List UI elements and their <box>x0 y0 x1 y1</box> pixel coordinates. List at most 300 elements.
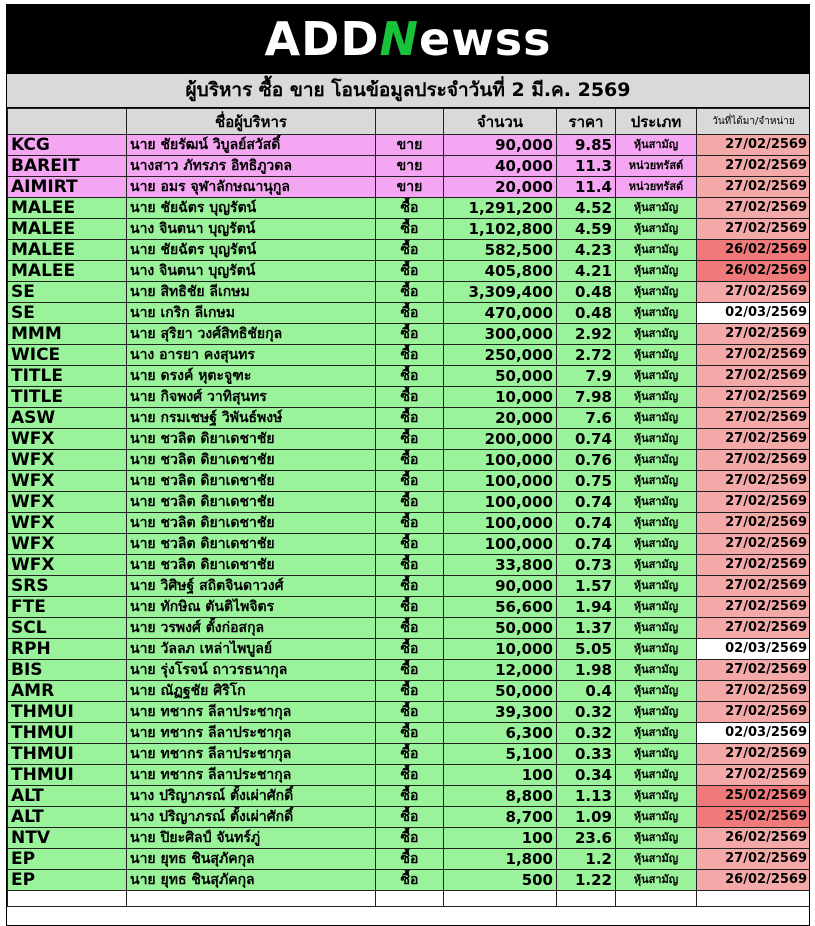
addnewss-logo <box>264 12 552 66</box>
cell-price: 4.23 <box>557 240 616 261</box>
cell-symbol: MALEE <box>8 219 127 240</box>
cell-date: 27/02/2569 <box>697 198 811 219</box>
cell-price: 0.4 <box>557 681 616 702</box>
cell-volume: 10,000 <box>444 387 557 408</box>
cell-price: 2.72 <box>557 345 616 366</box>
cell-name: นาย ชวลิต ดิยาเดชาชัย <box>127 429 376 450</box>
cell-type: หุ้นสามัญ <box>616 555 697 576</box>
cell-action: ซื้อ <box>376 282 444 303</box>
cell-type: หุ้นสามัญ <box>616 639 697 660</box>
cell-type: หุ้นสามัญ <box>616 492 697 513</box>
empty-cell <box>444 891 557 907</box>
cell-symbol: THMUI <box>8 744 127 765</box>
cell-price: 7.9 <box>557 366 616 387</box>
cell-date: 27/02/2569 <box>697 387 811 408</box>
cell-date: 27/02/2569 <box>697 765 811 786</box>
cell-volume: 100 <box>444 765 557 786</box>
cell-date: 27/02/2569 <box>697 408 811 429</box>
cell-date: 27/02/2569 <box>697 135 811 156</box>
cell-volume: 100,000 <box>444 513 557 534</box>
cell-type: หุ้นสามัญ <box>616 303 697 324</box>
cell-symbol: BIS <box>8 660 127 681</box>
cell-date: 02/03/2569 <box>697 639 811 660</box>
table-row <box>8 324 811 345</box>
cell-price: 7.98 <box>557 387 616 408</box>
cell-date: 27/02/2569 <box>697 555 811 576</box>
cell-name: นาย วัลลภ เหล่าไพบูลย์ <box>127 639 376 660</box>
cell-name: นาย ณัฏฐชัย ศิริโก <box>127 681 376 702</box>
cell-date: 27/02/2569 <box>697 618 811 639</box>
cell-action: ซื้อ <box>376 660 444 681</box>
cell-price: 11.4 <box>557 177 616 198</box>
header-price: ราคา <box>557 109 616 135</box>
cell-type: หุ้นสามัญ <box>616 429 697 450</box>
table-row <box>8 387 811 408</box>
cell-symbol: TITLE <box>8 366 127 387</box>
cell-date: 27/02/2569 <box>697 597 811 618</box>
cell-type: หุ้นสามัญ <box>616 702 697 723</box>
cell-type: หุ้นสามัญ <box>616 387 697 408</box>
empty-row <box>8 891 811 907</box>
cell-volume: 1,800 <box>444 849 557 870</box>
cell-price: 0.34 <box>557 765 616 786</box>
table-row <box>8 576 811 597</box>
header-type: ประเภท <box>616 109 697 135</box>
table-row <box>8 639 811 660</box>
cell-type: หุ้นสามัญ <box>616 513 697 534</box>
table-row <box>8 702 811 723</box>
cell-type: หุ้นสามัญ <box>616 198 697 219</box>
cell-volume: 100,000 <box>444 471 557 492</box>
cell-name: นาย วิศิษฐ์ สถิตจินดาวงศ์ <box>127 576 376 597</box>
page-title: ผู้บริหาร ซื้อ ขาย โอนข้อมูลประจำวันที่ 2 มี.ค. 2569 <box>7 73 809 108</box>
cell-volume: 6,300 <box>444 723 557 744</box>
cell-action: ซื้อ <box>376 702 444 723</box>
cell-symbol: MALEE <box>8 240 127 261</box>
logo-banner <box>7 5 809 73</box>
table-row <box>8 408 811 429</box>
cell-action: ซื้อ <box>376 849 444 870</box>
cell-volume: 100 <box>444 828 557 849</box>
cell-name: นาย ชวลิต ดิยาเดชาชัย <box>127 555 376 576</box>
cell-name: นาย ทชากร ลีลาประชากุล <box>127 702 376 723</box>
cell-type: หุ้นสามัญ <box>616 576 697 597</box>
cell-price: 0.74 <box>557 429 616 450</box>
cell-action: ซื้อ <box>376 681 444 702</box>
cell-volume: 90,000 <box>444 135 557 156</box>
cell-symbol: RPH <box>8 639 127 660</box>
cell-type: หุ้นสามัญ <box>616 870 697 891</box>
cell-type: หุ้นสามัญ <box>616 324 697 345</box>
table-header-row <box>8 109 811 135</box>
table-row <box>8 786 811 807</box>
table-row <box>8 849 811 870</box>
cell-volume: 5,100 <box>444 744 557 765</box>
cell-price: 1.2 <box>557 849 616 870</box>
cell-name: นาย ยุทธ ชินสุภัคกุล <box>127 849 376 870</box>
cell-action: ซื้อ <box>376 387 444 408</box>
table-row <box>8 492 811 513</box>
cell-price: 7.6 <box>557 408 616 429</box>
cell-action: ซื้อ <box>376 639 444 660</box>
cell-symbol: ASW <box>8 408 127 429</box>
cell-date: 27/02/2569 <box>697 366 811 387</box>
cell-date: 27/02/2569 <box>697 282 811 303</box>
cell-name: นาย ชวลิต ดิยาเดชาชัย <box>127 513 376 534</box>
empty-cell <box>697 891 811 907</box>
cell-price: 0.73 <box>557 555 616 576</box>
cell-symbol: FTE <box>8 597 127 618</box>
cell-action: ขาย <box>376 177 444 198</box>
cell-name: นาย ชัยรัฒน์ วิบูลย์สวัสดิ์ <box>127 135 376 156</box>
cell-volume: 300,000 <box>444 324 557 345</box>
table-row <box>8 177 811 198</box>
cell-name: นาง ปริญาภรณ์ ตั้งเผ่าศักดิ์ <box>127 807 376 828</box>
cell-type: หุ้นสามัญ <box>616 282 697 303</box>
cell-symbol: WFX <box>8 513 127 534</box>
trades-table <box>7 108 810 907</box>
cell-name: นาง อารยา คงสุนทร <box>127 345 376 366</box>
cell-price: 1.13 <box>557 786 616 807</box>
cell-name: นาง จินตนา บุญรัตน์ <box>127 219 376 240</box>
cell-date: 26/02/2569 <box>697 261 811 282</box>
cell-symbol: WFX <box>8 555 127 576</box>
cell-volume: 40,000 <box>444 156 557 177</box>
cell-date: 27/02/2569 <box>697 513 811 534</box>
table-row <box>8 828 811 849</box>
cell-symbol: AIMIRT <box>8 177 127 198</box>
cell-volume: 90,000 <box>444 576 557 597</box>
cell-volume: 582,500 <box>444 240 557 261</box>
cell-type: หุ้นสามัญ <box>616 786 697 807</box>
cell-volume: 12,000 <box>444 660 557 681</box>
cell-type: หุ้นสามัญ <box>616 744 697 765</box>
cell-symbol: SE <box>8 303 127 324</box>
cell-action: ซื้อ <box>376 723 444 744</box>
cell-name: นาย กรมเชษฐ์ วิพันธ์พงษ์ <box>127 408 376 429</box>
cell-symbol: WFX <box>8 471 127 492</box>
table-row <box>8 135 811 156</box>
cell-date: 27/02/2569 <box>697 534 811 555</box>
cell-symbol: WICE <box>8 345 127 366</box>
cell-price: 11.3 <box>557 156 616 177</box>
table-row <box>8 513 811 534</box>
cell-price: 0.74 <box>557 513 616 534</box>
table-row <box>8 597 811 618</box>
cell-name: นาย ชวลิต ดิยาเดชาชัย <box>127 534 376 555</box>
cell-name: นาง ปริญาภรณ์ ตั้งเผ่าศักดิ์ <box>127 786 376 807</box>
logo-part-1: ADD <box>264 12 380 66</box>
cell-symbol: SRS <box>8 576 127 597</box>
cell-action: ขาย <box>376 135 444 156</box>
cell-action: ซื้อ <box>376 303 444 324</box>
cell-action: ซื้อ <box>376 786 444 807</box>
cell-name: นาย ทชากร ลีลาประชากุล <box>127 765 376 786</box>
cell-price: 0.74 <box>557 492 616 513</box>
cell-price: 0.33 <box>557 744 616 765</box>
logo-part-3: ewss <box>419 12 552 66</box>
cell-symbol: ALT <box>8 807 127 828</box>
header-volume: จำนวน <box>444 109 557 135</box>
cell-name: นาย รุ่งโรจน์ ถาวรธนากุล <box>127 660 376 681</box>
cell-date: 02/03/2569 <box>697 723 811 744</box>
cell-volume: 56,600 <box>444 597 557 618</box>
empty-cell <box>557 891 616 907</box>
cell-date: 27/02/2569 <box>697 576 811 597</box>
cell-symbol: MALEE <box>8 261 127 282</box>
cell-name: นาย ชวลิต ดิยาเดชาชัย <box>127 492 376 513</box>
empty-cell <box>8 891 127 907</box>
cell-name: นาย ปิยะศิลป์ จันทร์ภู่ <box>127 828 376 849</box>
cell-date: 27/02/2569 <box>697 177 811 198</box>
cell-type: หุ้นสามัญ <box>616 366 697 387</box>
cell-price: 4.52 <box>557 198 616 219</box>
cell-price: 0.74 <box>557 534 616 555</box>
cell-volume: 50,000 <box>444 366 557 387</box>
header-name: ชื่อผู้บริหาร <box>127 109 376 135</box>
header-date: วันที่ได้มา/จำหน่าย <box>697 109 811 135</box>
cell-date: 27/02/2569 <box>697 324 811 345</box>
cell-date: 26/02/2569 <box>697 870 811 891</box>
cell-date: 25/02/2569 <box>697 786 811 807</box>
table-row <box>8 366 811 387</box>
cell-type: หุ้นสามัญ <box>616 828 697 849</box>
cell-volume: 20,000 <box>444 408 557 429</box>
cell-volume: 470,000 <box>444 303 557 324</box>
cell-action: ซื้อ <box>376 597 444 618</box>
cell-volume: 8,700 <box>444 807 557 828</box>
cell-type: หุ้นสามัญ <box>616 240 697 261</box>
cell-action: ซื้อ <box>376 765 444 786</box>
cell-type: หุ้นสามัญ <box>616 660 697 681</box>
header-symbol <box>8 109 127 135</box>
cell-date: 27/02/2569 <box>697 471 811 492</box>
cell-action: ซื้อ <box>376 366 444 387</box>
cell-price: 1.57 <box>557 576 616 597</box>
cell-symbol: SCL <box>8 618 127 639</box>
table-row <box>8 429 811 450</box>
table-row <box>8 555 811 576</box>
cell-date: 02/03/2569 <box>697 303 811 324</box>
cell-date: 27/02/2569 <box>697 156 811 177</box>
cell-action: ซื้อ <box>376 534 444 555</box>
cell-type: หุ้นสามัญ <box>616 261 697 282</box>
cell-action: ซื้อ <box>376 492 444 513</box>
table-row <box>8 219 811 240</box>
table-row <box>8 681 811 702</box>
cell-price: 9.85 <box>557 135 616 156</box>
table-row <box>8 450 811 471</box>
empty-cell <box>376 891 444 907</box>
cell-type: หุ้นสามัญ <box>616 597 697 618</box>
table-row <box>8 723 811 744</box>
cell-price: 23.6 <box>557 828 616 849</box>
cell-type: หุ้นสามัญ <box>616 408 697 429</box>
cell-symbol: SE <box>8 282 127 303</box>
cell-price: 0.32 <box>557 723 616 744</box>
cell-type: หุ้นสามัญ <box>616 534 697 555</box>
cell-symbol: EP <box>8 870 127 891</box>
table-row <box>8 261 811 282</box>
cell-price: 4.21 <box>557 261 616 282</box>
cell-volume: 10,000 <box>444 639 557 660</box>
cell-volume: 3,309,400 <box>444 282 557 303</box>
cell-volume: 33,800 <box>444 555 557 576</box>
cell-action: ซื้อ <box>376 408 444 429</box>
cell-price: 0.48 <box>557 282 616 303</box>
table-row <box>8 282 811 303</box>
cell-action: ซื้อ <box>376 219 444 240</box>
cell-action: ขาย <box>376 156 444 177</box>
cell-symbol: WFX <box>8 450 127 471</box>
cell-date: 27/02/2569 <box>697 492 811 513</box>
cell-type: หุ้นสามัญ <box>616 219 697 240</box>
cell-name: นาย อมร จุฬาลักษณานุกูล <box>127 177 376 198</box>
table-row <box>8 534 811 555</box>
cell-price: 4.59 <box>557 219 616 240</box>
cell-action: ซื้อ <box>376 513 444 534</box>
cell-symbol: WFX <box>8 429 127 450</box>
cell-action: ซื้อ <box>376 807 444 828</box>
cell-symbol: MALEE <box>8 198 127 219</box>
cell-name: นาย ดรงค์ หุตะจูฑะ <box>127 366 376 387</box>
cell-date: 27/02/2569 <box>697 345 811 366</box>
cell-date: 27/02/2569 <box>697 219 811 240</box>
cell-name: นางสาว ภัทรภร อิทธิภูวดล <box>127 156 376 177</box>
cell-name: นาย ทชากร ลีลาประชากุล <box>127 723 376 744</box>
cell-volume: 50,000 <box>444 681 557 702</box>
cell-type: หุ้นสามัญ <box>616 723 697 744</box>
cell-action: ซื้อ <box>376 450 444 471</box>
cell-action: ซื้อ <box>376 240 444 261</box>
cell-volume: 100,000 <box>444 492 557 513</box>
cell-name: นาง จินตนา บุญรัตน์ <box>127 261 376 282</box>
cell-price: 1.09 <box>557 807 616 828</box>
cell-price: 1.94 <box>557 597 616 618</box>
cell-symbol: NTV <box>8 828 127 849</box>
cell-date: 27/02/2569 <box>697 744 811 765</box>
cell-volume: 1,291,200 <box>444 198 557 219</box>
cell-type: หุ้นสามัญ <box>616 618 697 639</box>
cell-symbol: KCG <box>8 135 127 156</box>
cell-volume: 405,800 <box>444 261 557 282</box>
cell-name: นาย สิทธิชัย ลีเกษม <box>127 282 376 303</box>
table-row <box>8 240 811 261</box>
cell-symbol: BAREIT <box>8 156 127 177</box>
cell-action: ซื้อ <box>376 555 444 576</box>
table-body <box>8 135 811 907</box>
cell-action: ซื้อ <box>376 198 444 219</box>
cell-date: 25/02/2569 <box>697 807 811 828</box>
cell-name: นาย สุริยา วงศ์สิทธิชัยกุล <box>127 324 376 345</box>
table-row <box>8 765 811 786</box>
cell-symbol: WFX <box>8 534 127 555</box>
cell-symbol: WFX <box>8 492 127 513</box>
cell-type: หน่วยทรัสต์ <box>616 177 697 198</box>
cell-type: หุ้นสามัญ <box>616 807 697 828</box>
cell-date: 27/02/2569 <box>697 681 811 702</box>
table-row <box>8 660 811 681</box>
cell-price: 2.92 <box>557 324 616 345</box>
cell-type: หุ้นสามัญ <box>616 471 697 492</box>
cell-price: 1.37 <box>557 618 616 639</box>
cell-name: นาย กิจพงศ์ วาทิสุนทร <box>127 387 376 408</box>
cell-volume: 100,000 <box>444 534 557 555</box>
cell-action: ซื้อ <box>376 345 444 366</box>
cell-price: 1.98 <box>557 660 616 681</box>
cell-volume: 100,000 <box>444 450 557 471</box>
empty-cell <box>616 891 697 907</box>
table-row <box>8 807 811 828</box>
cell-date: 27/02/2569 <box>697 429 811 450</box>
cell-price: 0.32 <box>557 702 616 723</box>
table-row <box>8 744 811 765</box>
cell-symbol: THMUI <box>8 702 127 723</box>
cell-type: หุ้นสามัญ <box>616 135 697 156</box>
cell-date: 26/02/2569 <box>697 828 811 849</box>
cell-symbol: THMUI <box>8 723 127 744</box>
cell-volume: 50,000 <box>444 618 557 639</box>
cell-action: ซื้อ <box>376 471 444 492</box>
cell-name: นาย ชวลิต ดิยาเดชาชัย <box>127 471 376 492</box>
cell-date: 27/02/2569 <box>697 450 811 471</box>
cell-symbol: MMM <box>8 324 127 345</box>
cell-volume: 8,800 <box>444 786 557 807</box>
cell-volume: 500 <box>444 870 557 891</box>
cell-volume: 39,300 <box>444 702 557 723</box>
cell-volume: 200,000 <box>444 429 557 450</box>
insider-trading-sheet <box>6 4 810 926</box>
header-action <box>376 109 444 135</box>
cell-date: 27/02/2569 <box>697 660 811 681</box>
table-row <box>8 471 811 492</box>
cell-action: ซื้อ <box>376 576 444 597</box>
cell-volume: 1,102,800 <box>444 219 557 240</box>
cell-name: นาย ทชากร ลีลาประชากุล <box>127 744 376 765</box>
cell-symbol: TITLE <box>8 387 127 408</box>
cell-volume: 20,000 <box>444 177 557 198</box>
table-row <box>8 870 811 891</box>
cell-name: นาย ชวลิต ดิยาเดชาชัย <box>127 450 376 471</box>
cell-type: หุ้นสามัญ <box>616 450 697 471</box>
table-row <box>8 618 811 639</box>
cell-name: นาย ชัยฉัตร บุญรัตน์ <box>127 198 376 219</box>
cell-date: 27/02/2569 <box>697 849 811 870</box>
cell-price: 0.75 <box>557 471 616 492</box>
cell-action: ซื้อ <box>376 324 444 345</box>
cell-name: นาย ยุทธ ชินสุภัคกุล <box>127 870 376 891</box>
cell-symbol: THMUI <box>8 765 127 786</box>
cell-price: 0.48 <box>557 303 616 324</box>
cell-type: หุ้นสามัญ <box>616 765 697 786</box>
cell-date: 26/02/2569 <box>697 240 811 261</box>
cell-action: ซื้อ <box>376 618 444 639</box>
empty-cell <box>127 891 376 907</box>
cell-symbol: EP <box>8 849 127 870</box>
cell-price: 0.76 <box>557 450 616 471</box>
cell-price: 1.22 <box>557 870 616 891</box>
cell-action: ซื้อ <box>376 261 444 282</box>
cell-action: ซื้อ <box>376 870 444 891</box>
table-row <box>8 303 811 324</box>
cell-name: นาย ทักษิณ ตันติไพจิตร <box>127 597 376 618</box>
cell-type: หุ้นสามัญ <box>616 849 697 870</box>
cell-type: หุ้นสามัญ <box>616 345 697 366</box>
cell-name: นาย วรพงศ์ ตั้งก่อสกุล <box>127 618 376 639</box>
logo-part-2: N <box>379 12 419 66</box>
cell-type: หุ้นสามัญ <box>616 681 697 702</box>
cell-name: นาย ชัยฉัตร บุญรัตน์ <box>127 240 376 261</box>
